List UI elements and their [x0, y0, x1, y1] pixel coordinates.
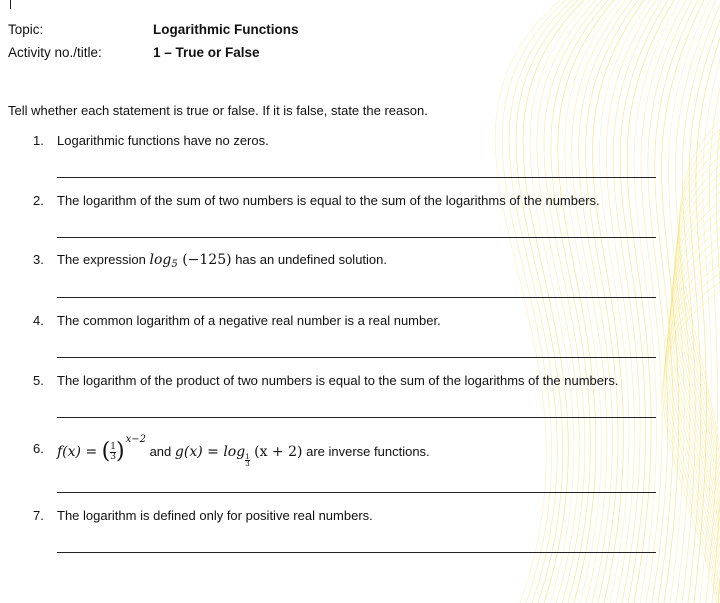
statement-text	[57, 252, 387, 270]
statement-text: The common logarithm of a negative real number is a real number.	[57, 313, 441, 328]
g-expression: $g(x) = \log\frac{1}{3}$ (x + 2)	[174, 444, 303, 468]
answer-line-7[interactable]	[57, 552, 656, 553]
answer-line-5[interactable]	[57, 417, 656, 418]
mid-text: and	[149, 444, 172, 459]
answer-line-1[interactable]	[57, 177, 656, 178]
item-number: 2.	[33, 193, 44, 208]
item-number: 7.	[33, 508, 44, 523]
statement-text	[57, 434, 430, 467]
statement-text: The logarithm of the product of two numbers is equal to the sum of the logarithms of the numbers.	[57, 373, 619, 388]
topic-value: Logarithmic Functions	[153, 22, 299, 37]
text-before: The expression	[57, 252, 150, 267]
activity-value: 1 – True or False	[153, 45, 260, 60]
log-expression: $\log_5 (-125)$	[149, 252, 232, 270]
answer-line-4[interactable]	[57, 357, 656, 358]
text-cursor	[10, 0, 11, 9]
item-number: 5.	[33, 373, 44, 388]
text-after: are inverse functions.	[306, 444, 430, 459]
statement-text: Logarithmic functions have no zeros.	[57, 133, 269, 148]
activity-label: Activity no./title:	[8, 45, 102, 60]
item-number: 4.	[33, 313, 44, 328]
answer-line-2[interactable]	[57, 237, 656, 238]
item-number: 1.	[33, 133, 44, 148]
item-number: 6.	[33, 441, 44, 456]
statement-text: The logarithm of the sum of two numbers is equal to the sum of the logarithms of the numbers.	[57, 193, 600, 208]
instructions: Tell whether each statement is true or false. If it is false, state the reason.	[8, 103, 428, 118]
statement-text: The logarithm is defined only for positive real numbers.	[57, 508, 373, 523]
answer-line-6[interactable]	[57, 492, 656, 493]
f-expression: $f(x) = (\frac{1}{3}$ )$^{x-2}$	[57, 434, 146, 464]
answer-line-3[interactable]	[57, 297, 656, 298]
item-number: 3.	[33, 252, 44, 267]
text-after: has an undefined solution.	[231, 252, 387, 267]
topic-label: Topic:	[8, 22, 44, 37]
